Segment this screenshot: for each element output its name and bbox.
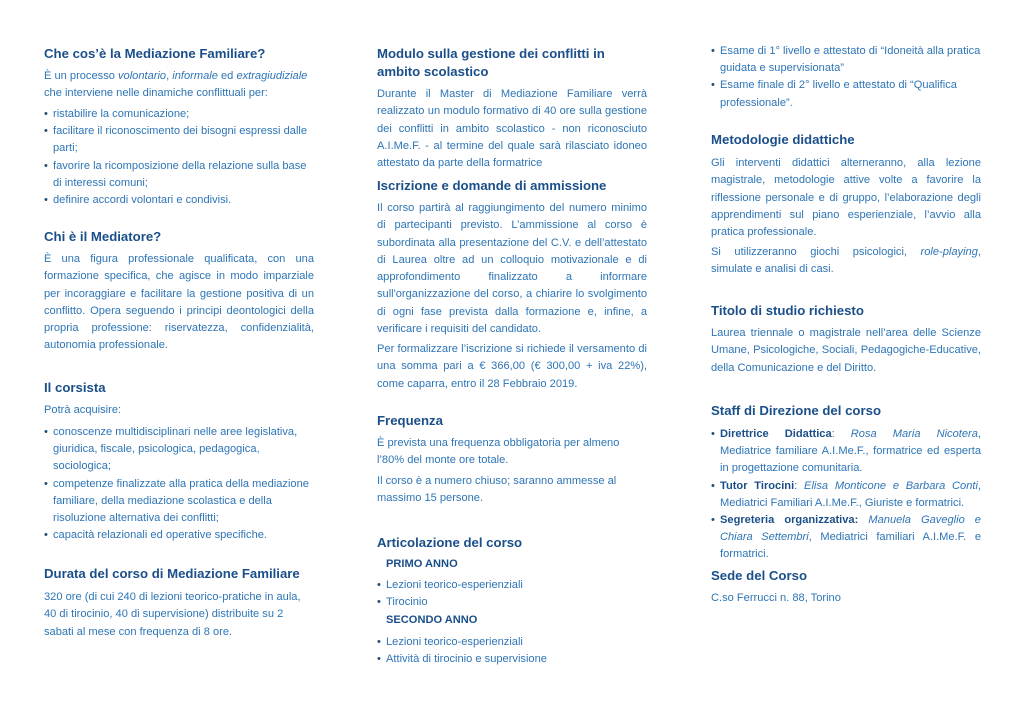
intro-italic: extragiudiziale bbox=[236, 70, 308, 82]
student-skills-list bbox=[44, 424, 314, 544]
heading-course-duration: Durata del corso di Mediazione Familiare bbox=[44, 566, 300, 581]
list-item: • Attività di tirocinio e supervisione bbox=[377, 651, 647, 668]
separator: : bbox=[794, 479, 805, 492]
role-description: , Mediatrici familiari A.I.Me.F. e formatrici. bbox=[720, 531, 981, 561]
attendance-text: È prevista una frequenza obbligatoria per almeno l’80% del monte ore totale. bbox=[377, 437, 620, 467]
intro-italic: volontario bbox=[118, 70, 167, 82]
separator bbox=[858, 514, 868, 526]
intro-text: È un processo bbox=[44, 70, 118, 82]
list-item: • favorire la ricomposizione della relazione sulla base di interessi comuni; bbox=[44, 158, 314, 192]
person-name: Rosa Maria Nicotera bbox=[850, 428, 978, 440]
person-name: Manuela Gaveglio e Chiara Settembri bbox=[720, 514, 981, 544]
duration-text: 320 ore (di cui 240 di lezioni teorico-pratiche in aula, 40 di tirocinio, 40 di supervisione) distribuite su 2 sabati al mese con frequenza di 8 ore. bbox=[44, 591, 301, 638]
list-item: • competenze finalizzate alla pratica della mediazione familiare, della mediazione scolastica e della risoluzione alternativa dei conflitti; bbox=[44, 476, 314, 528]
heading-staff: Staff di Direzione del corso bbox=[711, 403, 882, 418]
list-item: • definire accordi volontari e condivisi. bbox=[44, 192, 314, 209]
list-item: • Lezioni teorico-esperienziali bbox=[377, 577, 647, 594]
list-item: • ristabilire la comunicazione; bbox=[44, 106, 314, 123]
first-year-list bbox=[377, 577, 647, 611]
role-label: Tutor Tirocini bbox=[720, 479, 795, 492]
enrollment-payment-text: Per formalizzare l’iscrizione si richiede il versamento di una somma pari a € 366,00 (€ 300,00 + iva 22%), come caparra, entro il 28 Febbraio 2019. bbox=[377, 343, 647, 390]
heading-student: Il corsista bbox=[44, 380, 106, 395]
list-item: • Tirocinio bbox=[377, 594, 647, 611]
staff-list bbox=[711, 426, 981, 564]
attendance-limit-text: Il corso è a numero chiuso; saranno ammesse al massimo 15 persone. bbox=[377, 475, 617, 505]
enrollment-text: Il corso partirà al raggiungimento del numero minimo di partecipanti previsto. L’ammissione al corso è subordinata alla presentazione del C.V. e dell’attestato di Laurea oltre ad un colloquio motivazionale e di approfondimento finalizzato a informare sull'organizzazione del corso, a chiarire lo svolgimento di ogni fase prevista dalla formazione e, infine, a verificare i requisiti del candidato. bbox=[377, 202, 647, 336]
role-label: Segreteria organizzativa: bbox=[720, 514, 859, 527]
mediation-goals-list bbox=[44, 106, 314, 209]
heading-enrollment: Iscrizione e domande di ammissione bbox=[377, 178, 607, 193]
student-intro: Potrà acquisire: bbox=[44, 404, 122, 416]
heading-what-is-mediation: Che cos’è la Mediazione Familiare? bbox=[44, 46, 266, 61]
list-item: • Esame di 1° livello e attestato di “Idoneità alla pratica guidata e supervisionata” bbox=[711, 43, 981, 77]
school-module-text: Durante il Master di Mediazione Familiare verrà realizzato un modulo formativo di 40 ore sulla gestione dei conflitti in ambito scolastico - non riconosciuto A.I.Me.F. - al termine del quale sarà rilasciato idoneo attestato da parte della formatrice bbox=[377, 88, 647, 170]
heading-school-module: Modulo sulla gestione dei conflitti in ambito scolastico bbox=[377, 46, 605, 79]
methods-text: Gli interventi didattici alterneranno, alla lezione magistrale, metodologie attive volte a favorire la riflessione personale e di gruppo, l’elaborazione degli apprendimenti sul piano esperienziale, l’avvio alla pratica professionale. bbox=[711, 157, 981, 239]
second-year-label: SECONDO ANNO bbox=[386, 614, 478, 626]
intro-text: che interviene nelle dinamiche conflittuali per: bbox=[44, 87, 268, 100]
staff-tutor bbox=[711, 478, 981, 512]
mediation-intro bbox=[44, 68, 314, 103]
mediator-description: È una figura professionale qualificata, con una formazione specifica, che agisce in modo imparziale per incoraggiare e facilitare la gestione positiva di un conflitto. Opera seguendo i principi deontologici della propria professione: riservatezza, confidenzialità, autonomia professionale. bbox=[44, 253, 314, 352]
list-item: • Esame finale di 2° livello e attestato di “Qualifica professionale”. bbox=[711, 77, 981, 111]
heading-course-structure: Articolazione del corso bbox=[377, 535, 523, 550]
intro-italic: informale bbox=[172, 70, 218, 82]
separator: : bbox=[831, 428, 851, 440]
methods-games-text bbox=[711, 244, 981, 279]
methods-text-part: Si utilizzeranno giochi psicologici, bbox=[711, 246, 921, 258]
location-address: C.so Ferrucci n. 88, Torino bbox=[711, 592, 841, 604]
person-name: Elisa Monticone e Barbara Conti bbox=[804, 479, 978, 492]
role-label: Direttrice Didattica bbox=[720, 428, 832, 440]
heading-required-degree: Titolo di studio richiesto bbox=[711, 303, 864, 318]
role-description: , Mediatrice familiare A.I.Me.F., formatrice ed esperta in progettazione comunitaria. bbox=[720, 428, 981, 475]
list-item: • capacità relazionali ed operative specifiche. bbox=[44, 527, 314, 544]
list-item: • facilitare il riconoscimento dei bisogni espressi dalle parti; bbox=[44, 123, 314, 157]
staff-secretary bbox=[711, 512, 981, 564]
methods-text-part: , simulate e analisi di casi. bbox=[711, 246, 981, 276]
methods-italic: role-playing bbox=[920, 246, 978, 258]
role-description: , Mediatrici Familiari A.I.Me.F., Giuriste e formatrici. bbox=[720, 479, 982, 509]
intro-text: , bbox=[166, 70, 173, 82]
staff-director bbox=[711, 426, 981, 478]
heading-who-is-mediator: Chi è il Mediatore? bbox=[44, 229, 162, 244]
list-item: • Lezioni teorico-esperienziali bbox=[377, 634, 647, 651]
list-item: • conoscenze multidisciplinari nelle aree legislativa, giuridica, fiscale, psicologica, pedagogica, sociologica; bbox=[44, 424, 314, 476]
second-year-list bbox=[377, 634, 647, 668]
first-year-label: PRIMO ANNO bbox=[386, 558, 458, 570]
intro-text: ed bbox=[217, 70, 237, 82]
degree-text: Laurea triennale o magistrale nell’area delle Scienze Umane, Psicologiche, Sociali, Pedagogiche-Educative, della Comunicazione e del Diritto. bbox=[711, 327, 981, 374]
heading-attendance: Frequenza bbox=[377, 413, 443, 428]
heading-teaching-methods: Metodologie didattiche bbox=[711, 132, 855, 147]
exam-list bbox=[711, 43, 981, 112]
heading-course-location: Sede del Corso bbox=[711, 568, 808, 583]
